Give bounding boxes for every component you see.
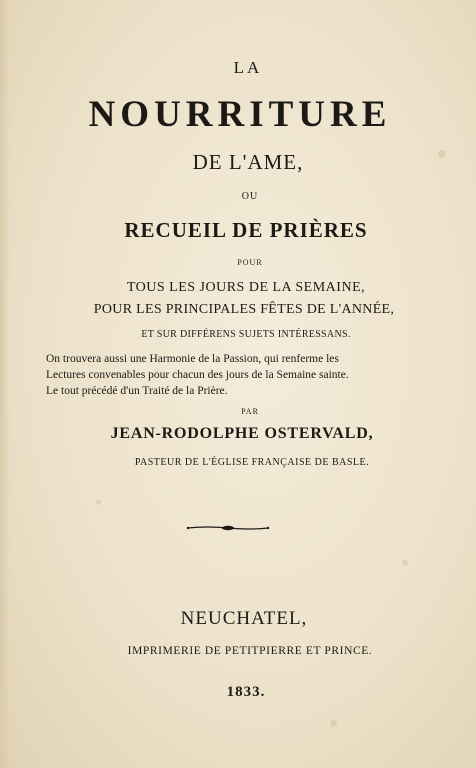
line-sujets: ET SUR DIFFÉRENS SUJETS INTÉRESSANS. [141, 329, 351, 340]
main-title: NOURRITURE [88, 94, 392, 135]
note-paragraph [46, 351, 406, 399]
imprint-year: 1833. [226, 684, 266, 700]
ornament-rule [186, 524, 270, 532]
foxing-spot [96, 500, 101, 505]
foxing-spot [402, 560, 408, 566]
author-title: PASTEUR DE L'ÉGLISE FRANÇAISE DE BASLE. [134, 457, 370, 468]
note-line: Le tout précédé d'un Traité de la Prière. [46, 385, 228, 397]
connector-pour: POUR [237, 258, 263, 267]
title-article: LA [233, 58, 263, 77]
imprint-city: NEUCHATEL, [180, 608, 308, 629]
note-line: On trouvera aussi une Harmonie de la Passion, qui renferme les [46, 353, 339, 365]
line-fetes: POUR LES PRINCIPALES FÊTES DE L'ANNÉE, [93, 302, 395, 317]
connector-par: PAR [241, 407, 259, 416]
imprint-printer: IMPRIMERIE DE PETITPIERRE ET PRINCE. [127, 645, 373, 657]
alt-title: RECUEIL DE PRIÈRES [124, 218, 368, 242]
note-line: Lectures convenables pour chacun des jours de la Semaine sainte. [46, 369, 349, 381]
foxing-spot [330, 720, 337, 727]
subtitle: DE L'AME, [192, 150, 304, 174]
author-name: JEAN-RODOLPHE OSTERVALD, [110, 425, 374, 442]
line-jours: TOUS LES JOURS DE LA SEMAINE, [126, 280, 366, 295]
connector-ou: OU [241, 191, 259, 202]
